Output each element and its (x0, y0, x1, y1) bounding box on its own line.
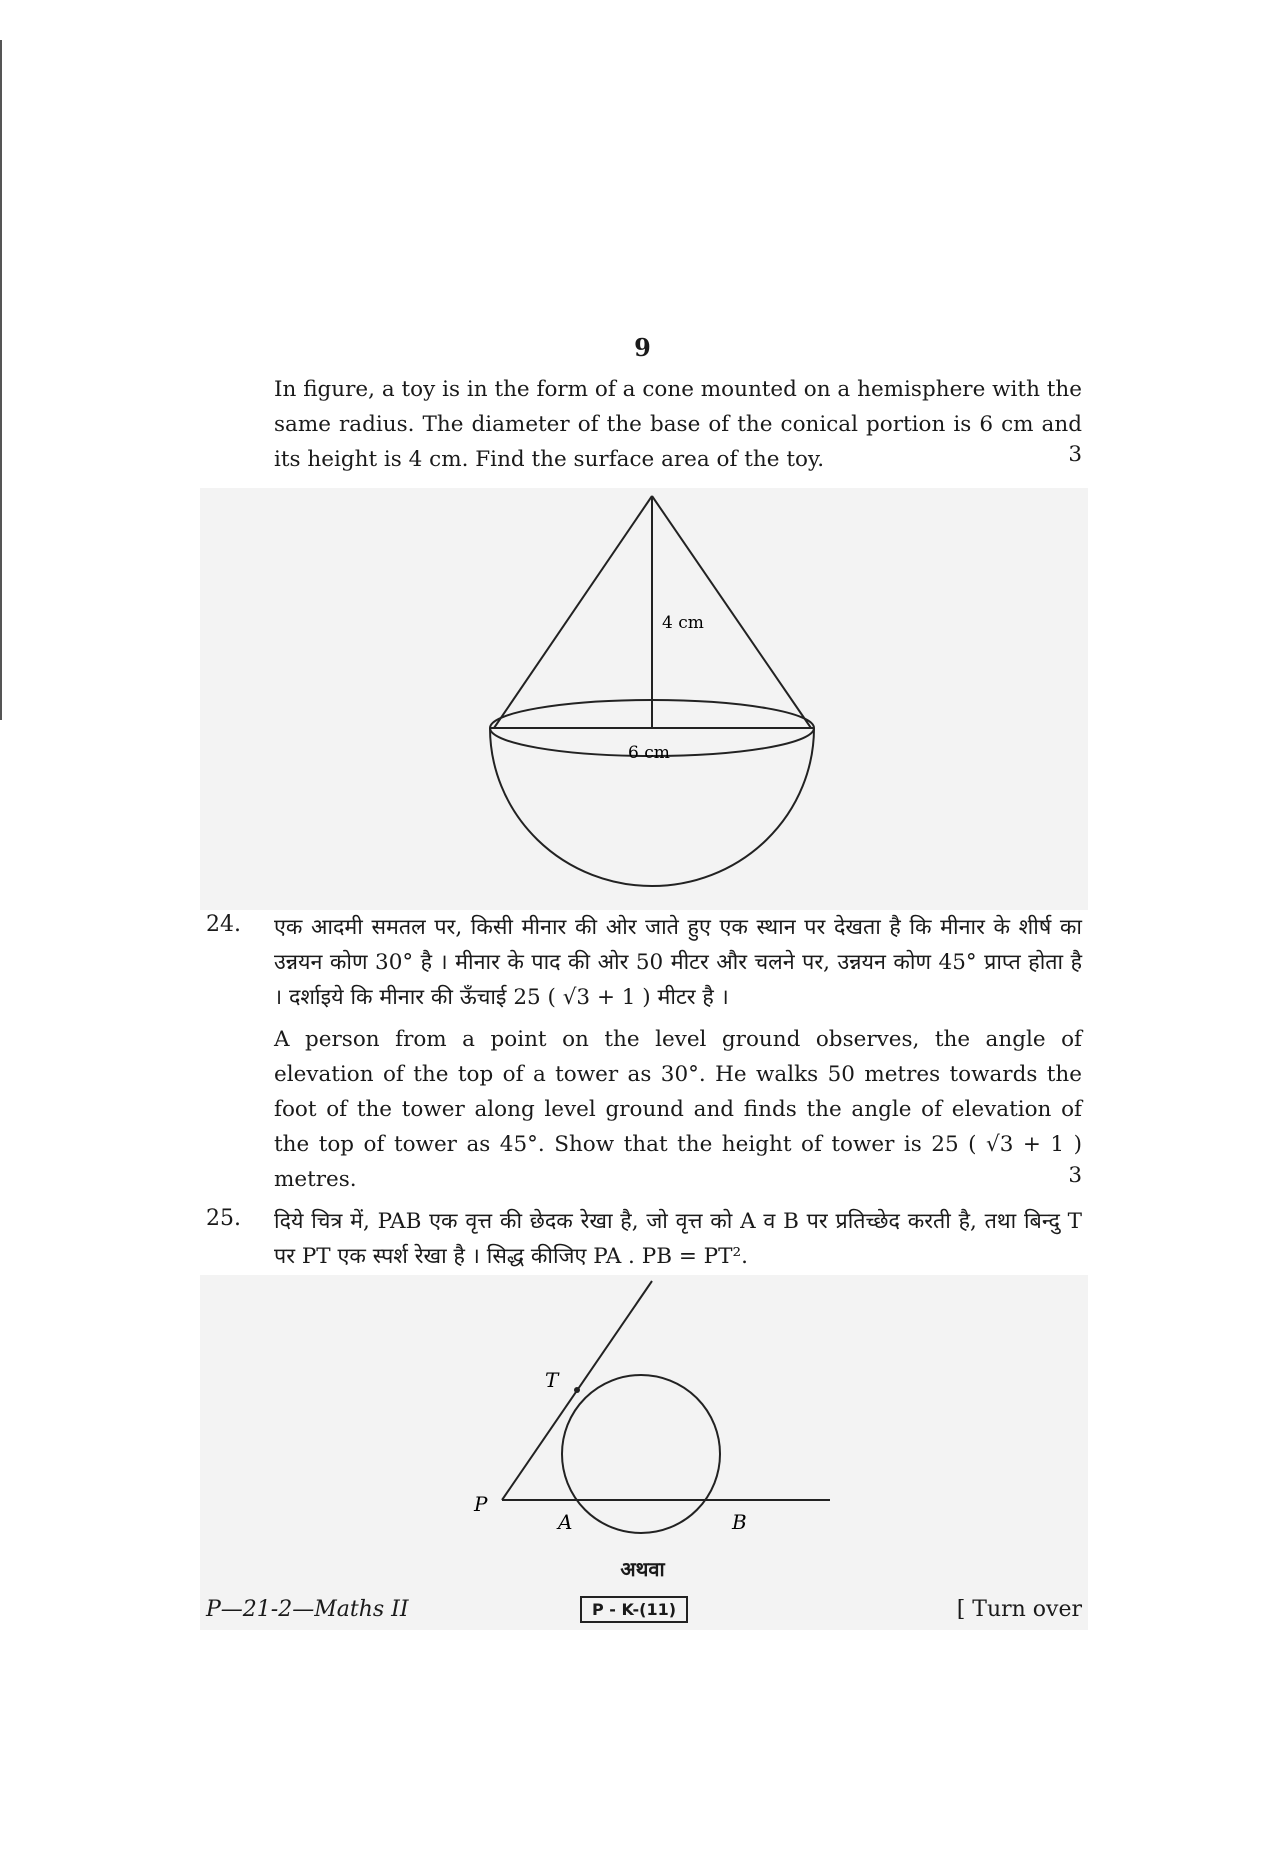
q24-marks: 3 (1068, 1163, 1082, 1188)
q25-hindi-text: दिये चित्र में, PAB एक वृत्त की छेदक रेखा है, जो वृत्त को A व B पर प्रतिच्छेद करती है, तथा बिन्दु T पर PT एक स्पर्श रेखा है । सिद्ध कीजिए PA . PB = PT². (274, 1209, 1082, 1269)
q25-number: 25. (206, 1206, 241, 1231)
q23-figure-panel (200, 488, 1088, 910)
q24-hindi-text: एक आदमी समतल पर, किसी मीनार की ओर जाते हुए एक स्थान पर देखता है कि मीनार के शीर्ष का उन्नयन कोण 30° है । मीनार के पाद की ओर 50 मीटर और चलने पर, उन्नयन कोण 45° प्राप्त होता है । दर्शाइये कि मीनार की ऊँचाई 25 ( √3 + 1 ) मीटर है । (274, 915, 1082, 1010)
or-text: अथवा (620, 1557, 665, 1581)
point-T-dot (574, 1387, 580, 1393)
page-number: 9 (634, 333, 651, 362)
height-label: 4 cm (662, 613, 704, 633)
circle (562, 1375, 720, 1533)
footer-turn-over: [ Turn over (956, 1597, 1082, 1622)
q24-english-text: A person from a point on the level ground observes, the angle of elevation of the top of a tower as 30°. He walks 50 metres towards the foot of the tower along level ground and finds the angle of elevation of the top of tower as 45°. Show that the height of tower is 25 ( √3 + 1 ) metres. (274, 1027, 1082, 1192)
label-P: P (474, 1492, 488, 1516)
label-B: B (732, 1510, 747, 1534)
footer-set-code: P - K-(11) (580, 1596, 688, 1623)
cone-left-side (494, 496, 652, 728)
footer-paper-code: P—21-2—Maths II (206, 1597, 409, 1622)
label-T: T (545, 1368, 559, 1392)
q23-marks: 3 (1068, 442, 1082, 467)
diameter-label: 6 cm (628, 743, 670, 763)
scan-edge-line (0, 40, 2, 720)
q23-text: In figure, a toy is in the form of a cone mounted on a hemisphere with the same radius. The diameter of the base of the conical portion is 6 cm and its height is 4 cm. Find the surface area of the toy. (274, 377, 1082, 472)
toy-figure (200, 488, 1088, 910)
cone-right-side (652, 496, 811, 728)
q24-number: 24. (206, 912, 241, 937)
label-A: A (558, 1510, 573, 1534)
